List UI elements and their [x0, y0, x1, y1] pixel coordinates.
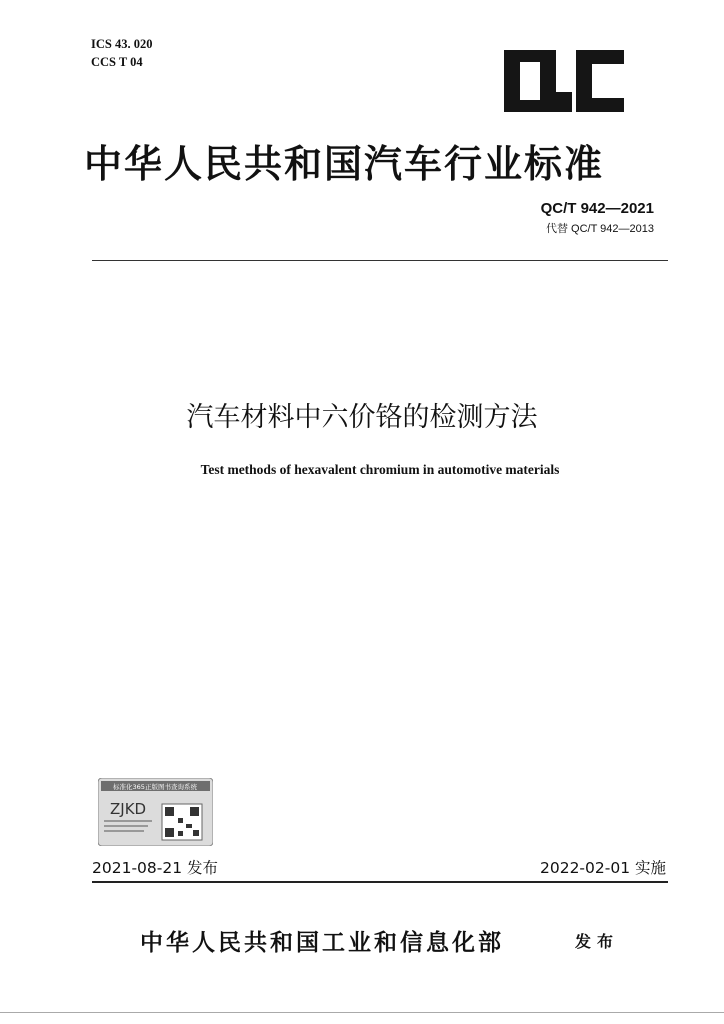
seal-label: ZJKD	[110, 800, 147, 818]
ccs-code: CCS T 04	[91, 55, 143, 69]
issuing-authority: 中华人民共和国工业和信息化部	[140, 929, 504, 956]
seal-caption: 标准化365正版图书查询系统	[113, 783, 197, 791]
page-edge-line	[0, 1012, 724, 1013]
publication-date: 2021-08-21 发布	[92, 859, 219, 877]
document-title-english: Test methods of hexavalent chromium in automotive materials	[200, 462, 560, 477]
standard-number: QC/T 942—2021	[540, 200, 654, 217]
industry-standard-title: 中华人民共和国汽车行业标准	[84, 141, 605, 186]
implementation-date: 2022-02-01 实施	[539, 859, 666, 877]
qc-logo	[500, 46, 628, 116]
bottom-divider	[92, 881, 668, 883]
ics-code: ICS 43. 020	[91, 37, 153, 51]
document-title-chinese: 汽车材料中六价铬的检测方法	[186, 402, 538, 433]
top-divider	[92, 260, 668, 261]
replaces-standard: 代替 QC/T 942—2013	[545, 223, 654, 235]
issue-label: 发布	[575, 932, 620, 951]
anti-counterfeit-seal	[98, 778, 213, 846]
